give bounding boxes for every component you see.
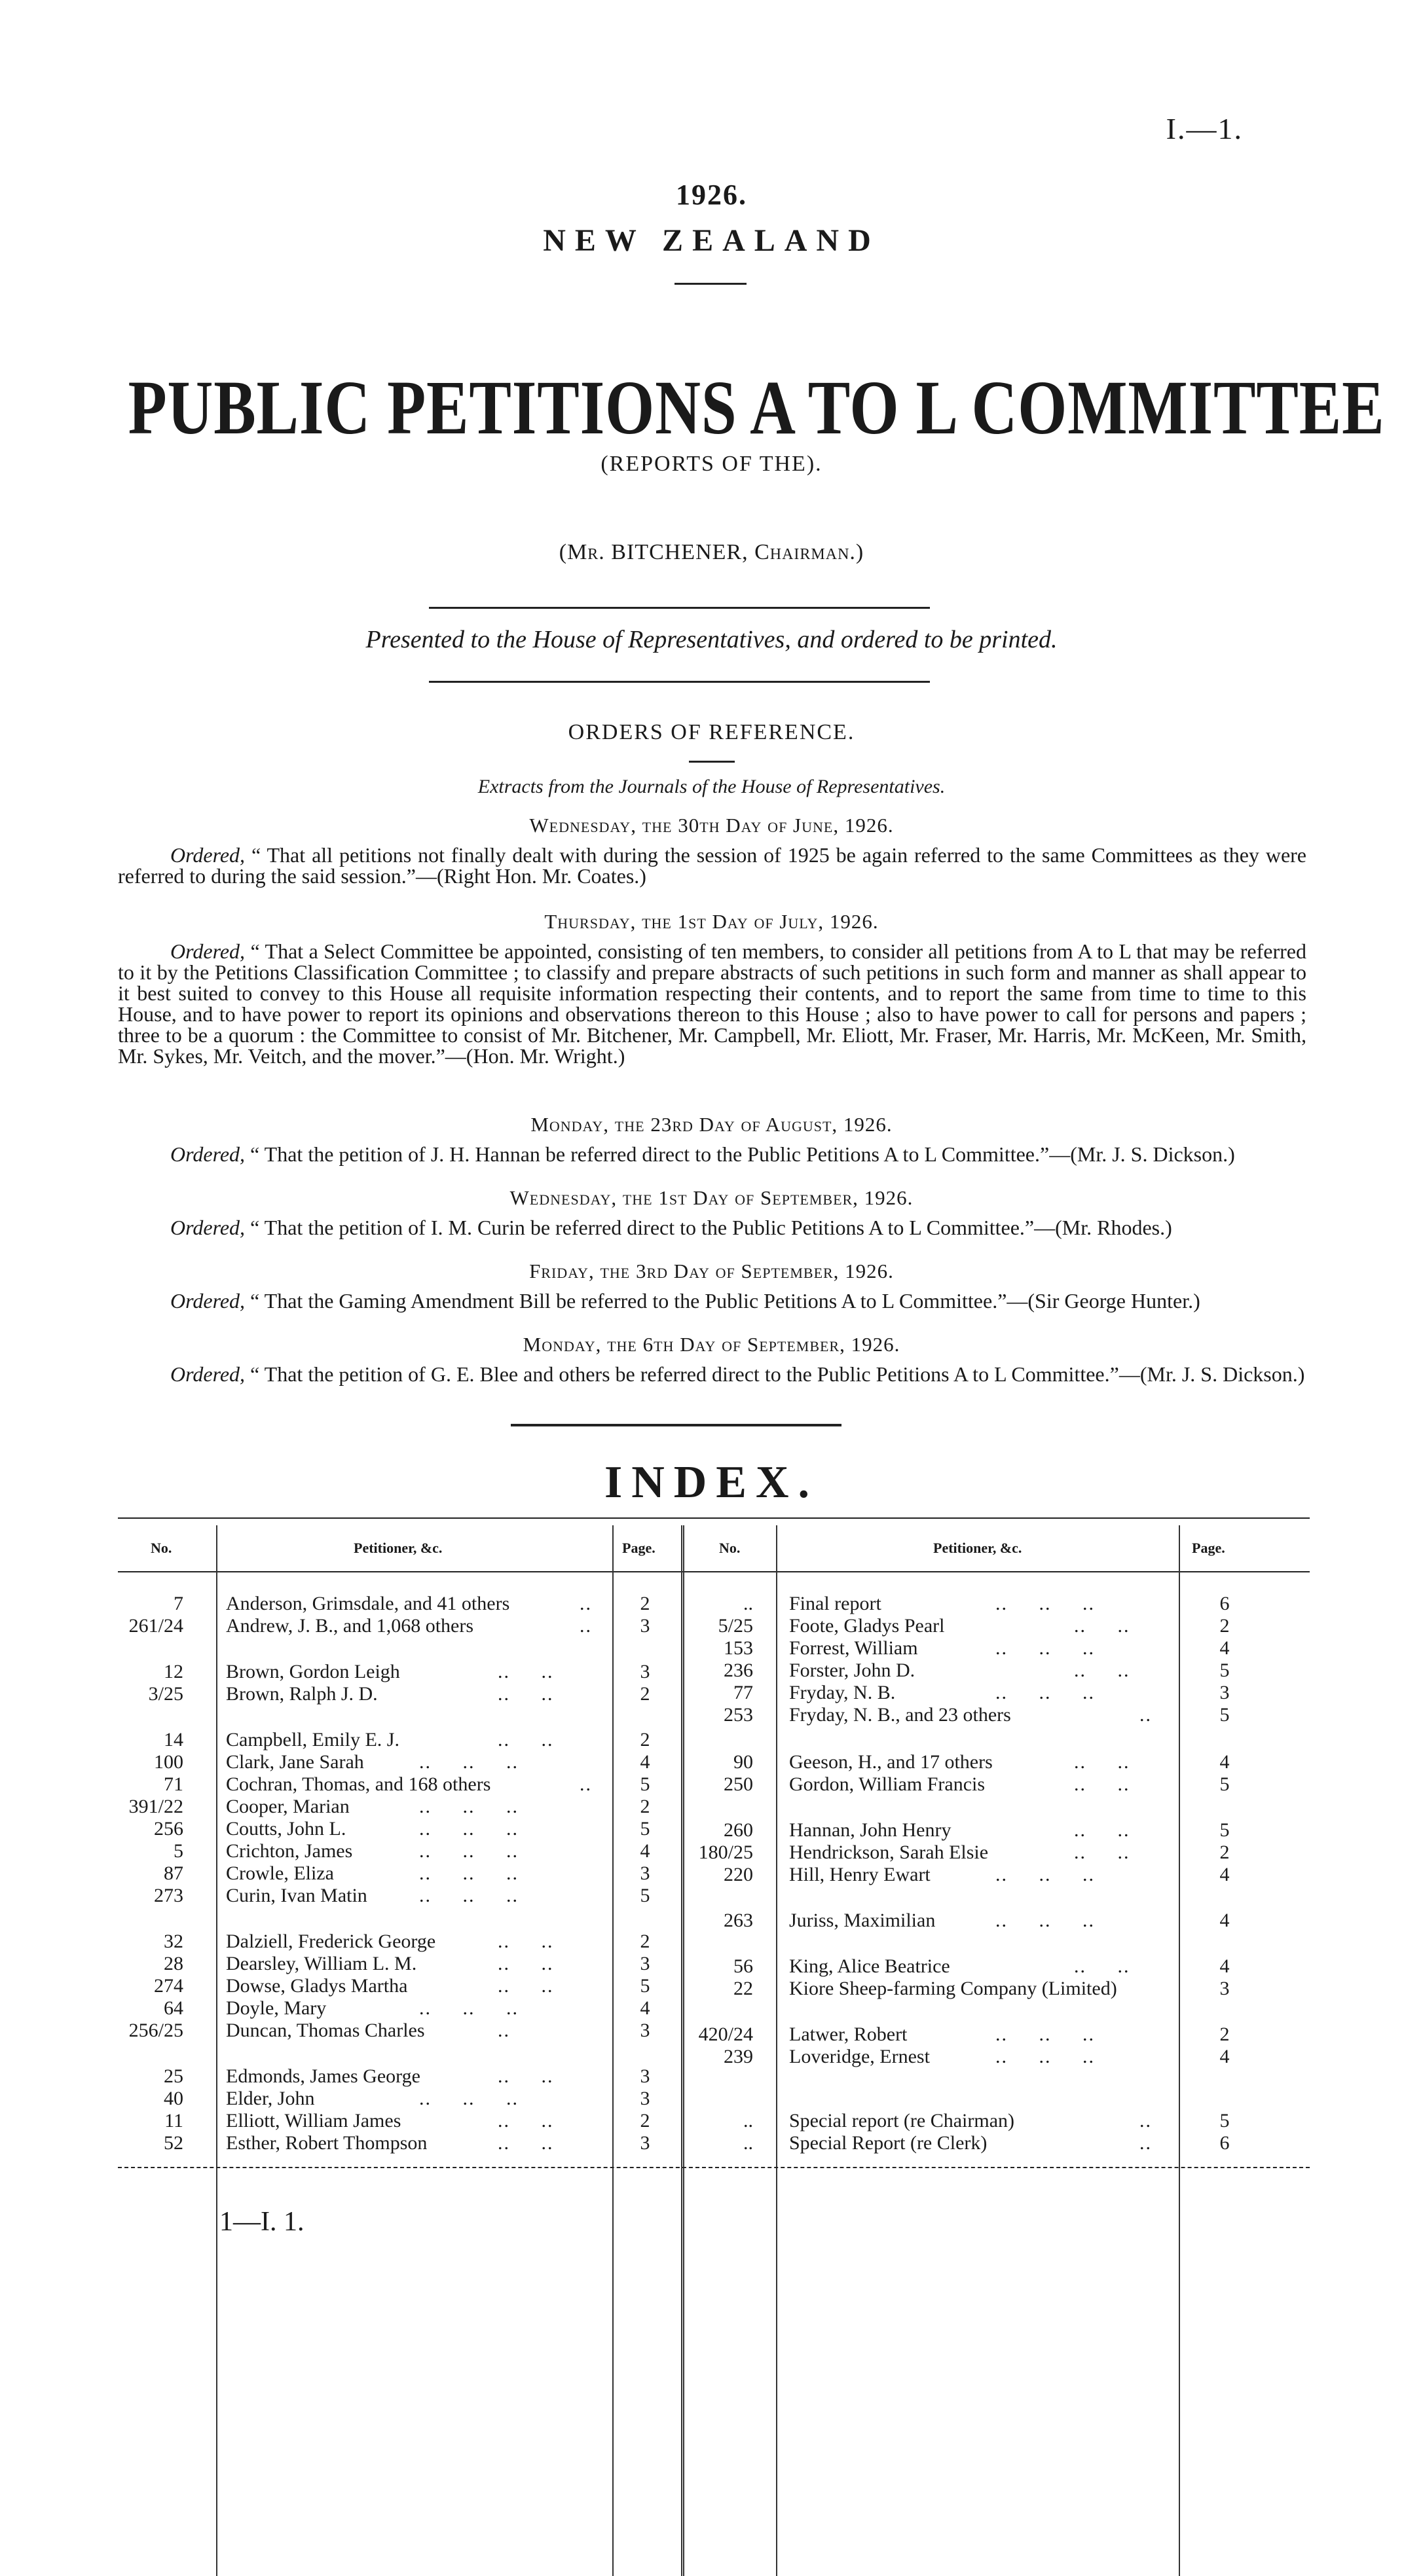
leader-dots: .. .. .. xyxy=(419,1751,519,1773)
col-header-petitioner: Petitioner, &c. xyxy=(933,1540,1022,1556)
document-reference: I.—1. xyxy=(1166,112,1243,145)
row-petitioner: Fryday, N. B. xyxy=(789,1682,896,1703)
order-text: “ That the petition of I. M. Curin be referred direct to the Public Petitions A to L Committee.”—(Mr. Rhodes.) xyxy=(250,1216,1172,1239)
row-page: 2 xyxy=(1219,1615,1230,1637)
row-page: 5 xyxy=(1219,1773,1230,1795)
row-petitioner: Forster, John D. xyxy=(789,1660,915,1681)
row-page: 5 xyxy=(1219,2110,1230,2132)
country: NEW ZEALAND xyxy=(543,223,880,258)
row-petitioner: Juriss, Maximilian xyxy=(789,1910,936,1931)
ordered-label: Ordered, xyxy=(170,1216,246,1239)
order-date: Monday, the 6th Day of September, 1926. xyxy=(523,1333,900,1356)
leader-dots: .. .. xyxy=(498,1661,554,1682)
row-petitioner: Loveridge, Ernest xyxy=(789,2046,930,2067)
column-rule xyxy=(612,1525,614,2576)
leader-dots: .. .. .. xyxy=(995,1593,1095,1614)
row-petitioner: Brown, Gordon Leigh xyxy=(226,1661,400,1682)
order-date: Wednesday, the 30th Day of June, 1926. xyxy=(529,814,894,837)
row-petitioner: Clark, Jane Sarah xyxy=(226,1751,364,1773)
row-page: 4 xyxy=(1219,1751,1230,1773)
year: 1926. xyxy=(676,179,747,211)
row-page: 2 xyxy=(1219,1841,1230,1863)
row-number: 239 xyxy=(724,2046,753,2067)
row-page: 2 xyxy=(640,1683,650,1705)
row-petitioner: Special report (re Chairman) xyxy=(789,2110,1015,2132)
row-petitioner: Edmonds, James George xyxy=(226,2065,420,2087)
leader-dots: .. .. xyxy=(1074,1819,1130,1841)
row-petitioner: Doyle, Mary xyxy=(226,1997,327,2019)
row-petitioner: Elliott, William James xyxy=(226,2110,401,2132)
row-number: 12 xyxy=(164,1661,183,1682)
ordered-label: Ordered, xyxy=(170,1362,246,1386)
row-petitioner: Cochran, Thomas, and 168 others xyxy=(226,1773,491,1795)
leader-dots: .. .. .. xyxy=(419,1818,519,1840)
row-petitioner: Gordon, William Francis xyxy=(789,1773,986,1795)
row-petitioner: Campbell, Emily E. J. xyxy=(226,1729,399,1751)
leader-dots: .. .. .. xyxy=(995,2023,1095,2045)
orders-heading: ORDERS OF REFERENCE. xyxy=(568,720,855,744)
row-page: 3 xyxy=(640,1615,650,1637)
footer-reference: 1—I. 1. xyxy=(219,2207,305,2237)
ordered-label: Ordered, xyxy=(170,1289,246,1313)
row-number: 256/25 xyxy=(128,2020,183,2041)
row-page: 5 xyxy=(640,1885,650,1906)
row-page: 3 xyxy=(640,2088,650,2109)
leader-dots: .. .. .. xyxy=(419,2088,519,2109)
table-header-rule xyxy=(118,1571,1310,1572)
ordered-label: Ordered, xyxy=(170,939,246,963)
leader-dots: .. .. .. xyxy=(419,1862,519,1884)
row-petitioner: Hill, Henry Ewart xyxy=(789,1864,931,1885)
row-page: 5 xyxy=(640,1773,650,1795)
leader-dots: .. .. .. xyxy=(995,1637,1095,1659)
leader-dots: .. xyxy=(1139,2110,1152,2132)
row-number: 25 xyxy=(164,2065,183,2087)
row-number: 56 xyxy=(733,1955,753,1977)
leader-dots: .. xyxy=(580,1593,592,1614)
order-text: “ That the Gaming Amendment Bill be referred to the Public Petitions A to L Committee.”—(Sir George Hunter.) xyxy=(250,1289,1200,1313)
row-petitioner: Dowse, Gladys Martha xyxy=(226,1975,408,1997)
row-number: 14 xyxy=(164,1729,183,1751)
table-top-rule xyxy=(118,1517,1310,1519)
row-petitioner: Kiore Sheep-farming Company (Limited) xyxy=(789,1978,1117,1999)
row-petitioner: Elder, John xyxy=(226,2088,315,2109)
order-text: “ That the petition of J. H. Hannan be referred direct to the Public Petitions A to L Committee.”—(Mr. J. S. Dickson.) xyxy=(250,1142,1235,1166)
row-number: .. xyxy=(743,2110,753,2132)
row-page: 6 xyxy=(1219,2132,1230,2154)
row-page: 4 xyxy=(640,1840,650,1862)
row-petitioner: Special Report (re Clerk) xyxy=(789,2132,988,2154)
row-page: 2 xyxy=(640,2110,650,2132)
row-number: 64 xyxy=(164,1997,183,2019)
row-page: 4 xyxy=(1219,1637,1230,1659)
row-number: 32 xyxy=(164,1931,183,1952)
leader-dots: .. .. xyxy=(498,2132,554,2154)
row-number: 87 xyxy=(164,1862,183,1884)
row-petitioner: Geeson, H., and 17 others xyxy=(789,1751,993,1773)
row-petitioner: Latwer, Robert xyxy=(789,2023,908,2045)
row-number: 90 xyxy=(733,1751,753,1773)
row-number: 236 xyxy=(724,1660,753,1681)
row-number: 22 xyxy=(733,1978,753,1999)
leader-dots: .. xyxy=(1139,2132,1152,2154)
row-petitioner: Crichton, James xyxy=(226,1840,353,1862)
column-rule xyxy=(776,1525,777,2576)
row-number: 5/25 xyxy=(718,1615,753,1637)
row-petitioner: Cooper, Marian xyxy=(226,1796,350,1817)
row-number: 28 xyxy=(164,1953,183,1974)
leader-dots: .. .. xyxy=(498,1953,554,1974)
leader-dots: .. xyxy=(580,1773,592,1795)
ordered-label: Ordered, xyxy=(170,1142,246,1166)
col-header-petitioner: Petitioner, &c. xyxy=(354,1540,443,1556)
order-text: “ That a Select Committee be appointed, consisting of ten members, to consider all petitions from A to L that may be referred to it by the Petitions Classification Committee ; to classify and prepare abstracts of such petitions in such form and manner as shall appear to it best suited to convey to this House all requisite information respecting their contents, and to report the same from time to time to this House, and to have power to report its opinions and observations thereon to this House ; also to have power to call for persons and papers ; three to be a quorum : the Committee to consist of Mr. Bitchener, Mr. Campbell, Mr. Eliott, Mr. Fraser, Mr. Harris, Mr. McKeen, Mr. Smith, Mr. Sykes, Mr. Veitch, and the mover.”—(Hon. Mr. Wright.) xyxy=(118,939,1307,1068)
row-number: 256 xyxy=(154,1818,183,1840)
leader-dots: .. .. xyxy=(498,2110,554,2132)
leader-dots: .. xyxy=(498,2020,510,2041)
order-text: “ That the petition of G. E. Blee and others be referred direct to the Public Petitions A to L Committee.”—(Mr. J. S. Dickson.) xyxy=(250,1362,1305,1386)
row-number: .. xyxy=(743,1593,753,1614)
row-page: 3 xyxy=(640,2132,650,2154)
row-number: 3/25 xyxy=(148,1683,183,1705)
leader-dots: .. .. .. xyxy=(419,1796,519,1817)
row-petitioner: Hannan, John Henry xyxy=(789,1819,952,1841)
row-page: 3 xyxy=(1219,1682,1230,1703)
subtitle: (REPORTS OF THE). xyxy=(601,452,822,476)
row-page: 4 xyxy=(1219,1955,1230,1977)
col-header-page: Page. xyxy=(622,1540,656,1556)
row-petitioner: Andrew, J. B., and 1,068 others xyxy=(226,1615,474,1637)
order-text: “ That all petitions not finally dealt with during the session of 1925 be again referred to the same Committees as they were referred to during the said session.”—(Right Hon. Mr. Coates.) xyxy=(118,843,1307,888)
leader-dots: .. .. .. xyxy=(995,1682,1095,1703)
row-petitioner: King, Alice Beatrice xyxy=(789,1955,950,1977)
row-page: 2 xyxy=(640,1729,650,1751)
row-petitioner: Crowle, Eliza xyxy=(226,1862,334,1884)
row-number: 71 xyxy=(164,1773,183,1795)
leader-dots: .. .. xyxy=(498,1975,554,1997)
row-number: 52 xyxy=(164,2132,183,2154)
row-number: 274 xyxy=(154,1975,183,1997)
leader-dots: .. .. xyxy=(1074,1751,1130,1773)
leader-dots: .. .. xyxy=(1074,1773,1130,1795)
row-petitioner: Foote, Gladys Pearl xyxy=(789,1615,945,1637)
col-header-no: No. xyxy=(719,1540,741,1556)
row-page: 2 xyxy=(640,1593,650,1614)
index-heading: INDEX. xyxy=(604,1457,819,1508)
row-page: 4 xyxy=(1219,1864,1230,1885)
row-page: 2 xyxy=(1219,2023,1230,2045)
leader-dots: .. .. xyxy=(1074,1615,1130,1637)
row-page: 2 xyxy=(640,1931,650,1952)
row-number: 180/25 xyxy=(698,1841,753,1863)
col-header-no: No. xyxy=(151,1540,172,1556)
row-petitioner: Duncan, Thomas Charles xyxy=(226,2020,425,2041)
leader-dots: .. .. .. xyxy=(995,2046,1095,2067)
row-petitioner: Forrest, William xyxy=(789,1637,918,1659)
row-number: 100 xyxy=(154,1751,183,1773)
ordered-label: Ordered, xyxy=(170,843,246,867)
leader-dots: .. .. .. xyxy=(419,1885,519,1906)
order-date: Monday, the 23rd Day of August, 1926. xyxy=(530,1113,893,1136)
leader-dots: .. .. xyxy=(1074,1841,1130,1863)
row-page: 4 xyxy=(640,1751,650,1773)
leader-dots: .. .. xyxy=(1074,1660,1130,1681)
row-number: 77 xyxy=(733,1682,753,1703)
row-page: 5 xyxy=(1219,1819,1230,1841)
extracts-line: Extracts from the Journals of the House of Representatives. xyxy=(477,776,946,797)
row-number: 253 xyxy=(724,1704,753,1726)
leader-dots: .. .. xyxy=(498,1683,554,1705)
row-page: 4 xyxy=(1219,2046,1230,2067)
row-petitioner: Esther, Robert Thompson xyxy=(226,2132,428,2154)
row-page: 5 xyxy=(640,1818,650,1840)
row-page: 3 xyxy=(640,2020,650,2041)
leader-dots: .. .. .. xyxy=(995,1864,1095,1885)
row-petitioner: Fryday, N. B., and 23 others xyxy=(789,1704,1011,1726)
order-date: Wednesday, the 1st Day of September, 1926. xyxy=(509,1186,914,1209)
leader-dots: .. .. xyxy=(498,1729,554,1751)
row-page: 3 xyxy=(640,2065,650,2087)
presented-line: Presented to the House of Representatives, and ordered to be printed. xyxy=(365,626,1058,653)
leader-dots: .. .. xyxy=(498,2065,554,2087)
row-page: 6 xyxy=(1219,1593,1230,1614)
row-petitioner: Dearsley, William L. M. xyxy=(226,1953,417,1974)
col-header-page: Page. xyxy=(1192,1540,1225,1556)
row-number: 391/22 xyxy=(128,1796,183,1817)
row-number: 7 xyxy=(174,1593,183,1614)
row-number: .. xyxy=(743,2132,753,2154)
row-number: 273 xyxy=(154,1885,183,1906)
row-page: 5 xyxy=(1219,1704,1230,1726)
row-petitioner: Hendrickson, Sarah Elsie xyxy=(789,1841,989,1863)
column-rule xyxy=(1179,1525,1180,2576)
leader-dots: .. .. .. xyxy=(419,1997,519,2019)
row-petitioner: Curin, Ivan Matin xyxy=(226,1885,367,1906)
row-petitioner: Brown, Ralph J. D. xyxy=(226,1683,378,1705)
row-page: 4 xyxy=(640,1997,650,2019)
row-page: 4 xyxy=(1219,1910,1230,1931)
leader-dots: .. .. xyxy=(1074,1955,1130,1977)
leader-dots: .. .. xyxy=(498,1931,554,1952)
row-page: 2 xyxy=(640,1796,650,1817)
column-rule xyxy=(216,1525,217,2576)
row-number: 153 xyxy=(724,1637,753,1659)
row-petitioner: Dalziell, Frederick George xyxy=(226,1931,436,1952)
row-number: 40 xyxy=(164,2088,183,2109)
order-date: Friday, the 3rd Day of September, 1926. xyxy=(529,1260,894,1282)
row-number: 11 xyxy=(164,2110,183,2132)
row-number: 260 xyxy=(724,1819,753,1841)
table-bottom-rule xyxy=(118,2167,1310,2168)
row-page: 3 xyxy=(1219,1978,1230,1999)
row-number: 250 xyxy=(724,1773,753,1795)
row-petitioner: Final report xyxy=(789,1593,881,1614)
leader-dots: .. xyxy=(580,1615,592,1637)
row-page: 3 xyxy=(640,1862,650,1884)
row-page: 3 xyxy=(640,1953,650,1974)
row-page: 5 xyxy=(1219,1660,1230,1681)
order-date: Thursday, the 1st Day of July, 1926. xyxy=(544,910,879,933)
page-title: PUBLIC PETITIONS A TO L COMMITTEE xyxy=(128,365,1385,450)
leader-dots: .. xyxy=(1139,1704,1152,1726)
leader-dots: .. .. .. xyxy=(419,1840,519,1862)
row-page: 3 xyxy=(640,1661,650,1682)
row-page: 5 xyxy=(640,1975,650,1997)
row-number: 420/24 xyxy=(698,2023,753,2045)
chairman-line: (Mr. BITCHENER, Chairman.) xyxy=(559,540,864,564)
row-petitioner: Anderson, Grimsdale, and 41 others xyxy=(226,1593,510,1614)
row-number: 5 xyxy=(174,1840,183,1862)
row-number: 261/24 xyxy=(128,1615,183,1637)
row-petitioner: Coutts, John L. xyxy=(226,1818,346,1840)
leader-dots: .. .. .. xyxy=(995,1910,1095,1931)
row-number: 220 xyxy=(724,1864,753,1885)
row-number: 263 xyxy=(724,1910,753,1931)
